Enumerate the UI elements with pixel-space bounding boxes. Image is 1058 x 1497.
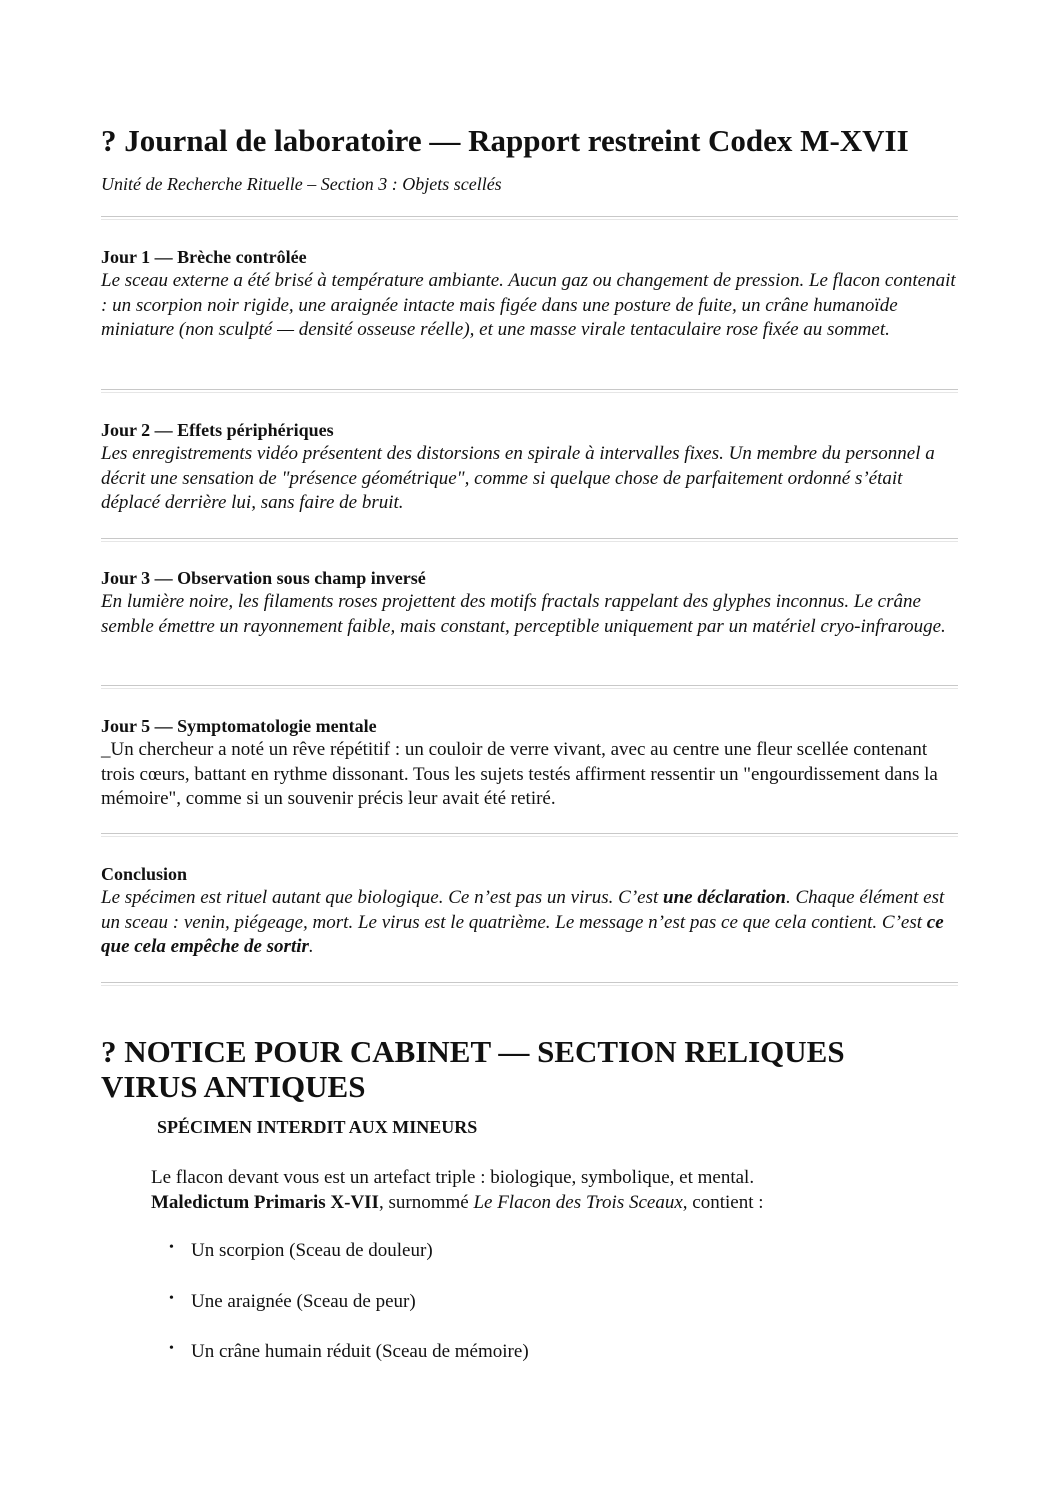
entry-body: _Un chercheur a noté un rêve répétitif : un couloir de verre vivant, avec au centre une fleur scellée contenant trois cœurs, battant en rythme dissonant. Tous les sujets testés affirment ressentir un "engourdissement dans la mémoire", comme si un souvenir précis leur avait été retiré. (101, 739, 938, 809)
entry-body: Les enregistrements vidéo présentent des distorsions en spirale à intervalles fixes. Un membre du personnel a décrit une sensation de "présence géométrique", comme si quelque chose de parfaitement ordonné s’était déplacé derrière lui, sans faire de bruit. (101, 443, 935, 513)
list-item-label: Une araignée (Sceau de peur) (191, 1291, 416, 1312)
entry-heading: Jour 3 — Observation sous champ inversé (101, 568, 426, 588)
list-item (169, 1240, 433, 1262)
log-entry-day-2 (101, 418, 958, 516)
divider (101, 389, 958, 393)
log-entry-day-1 (101, 245, 958, 343)
notice-title-line: ? NOTICE POUR CABINET — SECTION RELIQUES (101, 1034, 845, 1069)
entry-heading: Jour 1 — Brèche contrôlée (101, 247, 307, 267)
entry-body: En lumière noire, les filaments roses projettent des motifs fractals rappelant des glyphes inconnus. Le crâne semble émettre un rayonnement faible, mais constant, perceptible uniquement par un matériel cryo-infrarouge. (101, 591, 946, 637)
list-item-label: Un crâne humain réduit (Sceau de mémoire) (191, 1341, 529, 1362)
bullet-icon: • (169, 1341, 174, 1356)
specimen-name: Maledictum Primaris X-VII (151, 1192, 379, 1213)
intro-text: , surnommé (378, 1192, 474, 1213)
divider (101, 538, 958, 542)
list-item (169, 1291, 416, 1313)
log-entry-day-3 (101, 566, 958, 639)
specimen-nickname: Le Flacon des Trois Sceaux (473, 1192, 683, 1213)
conclusion-text: . (308, 936, 314, 957)
log-entry-day-5 (101, 714, 958, 812)
entry-body: Le sceau externe a été brisé à température ambiante. Aucun gaz ou changement de pression. Le flacon contenait : un scorpion noir rigide, une araignée intacte mais figée dans une posture de fuite, un crâne humanoïde miniature (non sculpté — densité osseuse réelle), et une masse virale tentaculaire rose fixée au sommet. (101, 270, 956, 340)
bullet-icon: • (169, 1240, 174, 1255)
intro-text: Le flacon devant vous est un artefact triple : biologique, symbolique, et mental. (151, 1167, 755, 1188)
notice-warning: SPÉCIMEN INTERDIT AUX MINEURS (157, 1117, 478, 1137)
conclusion-text: Le spécimen est rituel autant que biologique. Ce n’est pas un virus. C’est (101, 887, 664, 908)
notice-title (101, 1034, 845, 1104)
conclusion-heading: Conclusion (101, 864, 188, 884)
conclusion-emphasis: ce que cela empêche de sortir (101, 911, 944, 957)
page-title: ? Journal de laboratoire — Rapport restreint Codex M-XVII (101, 123, 909, 158)
list-item-label: Un scorpion (Sceau de douleur) (191, 1240, 433, 1261)
bullet-icon: • (169, 1291, 174, 1306)
divider (101, 685, 958, 689)
conclusion-body (101, 886, 958, 960)
divider (101, 982, 958, 986)
list-item (169, 1341, 529, 1363)
intro-text: , contient : (682, 1192, 764, 1213)
divider (101, 833, 958, 837)
entry-heading: Jour 5 — Symptomatologie mentale (101, 716, 377, 736)
conclusion-section (101, 862, 958, 960)
conclusion-text: . Chaque élément est un sceau : venin, piégeage, mort. Le virus est le quatrième. Le message n’est pas ce que cela contient. C’est (101, 887, 945, 933)
entry-heading: Jour 2 — Effets périphériques (101, 420, 334, 440)
page-subtitle: Unité de Recherche Rituelle – Section 3 : Objets scellés (101, 174, 502, 194)
notice-intro (151, 1165, 764, 1215)
notice-title-line: VIRUS ANTIQUES (101, 1069, 366, 1104)
conclusion-emphasis: une déclaration (663, 887, 786, 908)
divider (101, 216, 958, 220)
